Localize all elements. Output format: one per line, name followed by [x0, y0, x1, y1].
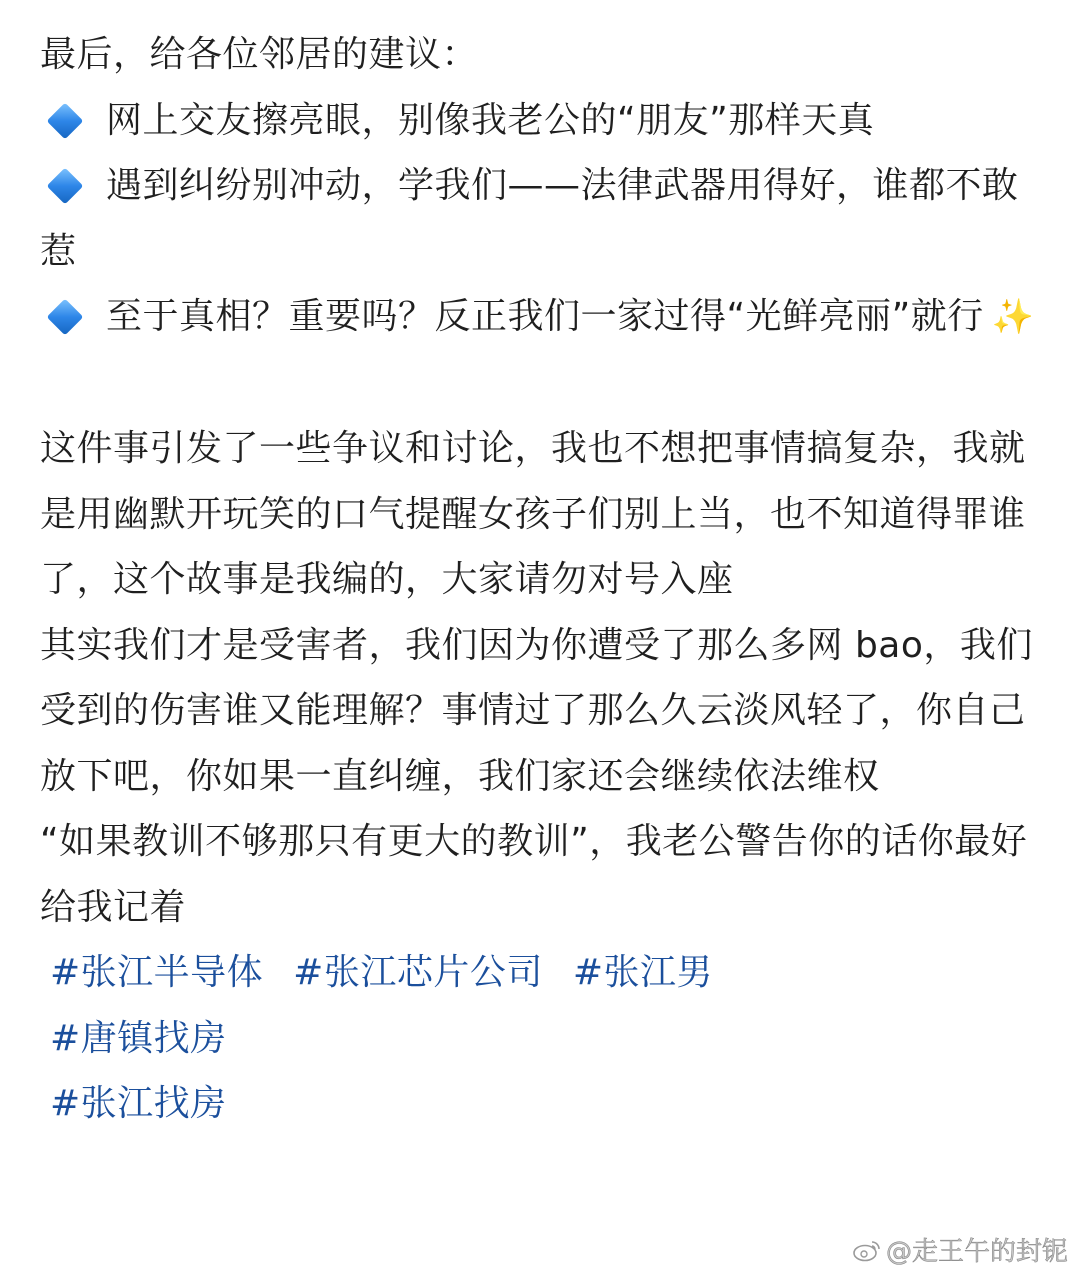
- paragraph: 这件事引发了一些争议和讨论，我也不想把事情搞复杂，我就是用幽默开玩笑的口气提醒女孩子们别上当，也不知道得罪谁了，这个故事是我编的，大家请勿对号入座: [40, 428, 1026, 600]
- paragraph-spacer: [40, 351, 1040, 417]
- paragraph: 其实我们才是受害者，我们因为你遭受了那么多网 bao，我们受到的伤害谁又能理解？事情过了那么久云淡风轻了，你自己放下吧，你如果一直纠缠，我们家还会继续依法维权: [40, 624, 1033, 797]
- hashtag-list: [40, 940, 1040, 1137]
- weibo-logo-icon: [852, 1238, 882, 1262]
- hashtag-row: [40, 1071, 1040, 1137]
- hashtag-link[interactable]: #张江男: [572, 952, 714, 993]
- watermark-text: @走王午的封铌: [885, 1237, 1068, 1267]
- hashtag-link[interactable]: #张江芯片公司: [293, 952, 543, 993]
- hashtag-link[interactable]: #张江半导体: [50, 952, 264, 993]
- bullet-text: 遇到纠纷别冲动，学我们——法律武器用得好，谁都不敢惹: [40, 165, 1019, 272]
- hashtag-row: [40, 940, 1040, 1006]
- bullet-item: [40, 88, 1040, 154]
- post-intro: 最后，给各位邻居的建议：: [40, 34, 479, 75]
- hashtag-link[interactable]: #张江找房: [50, 1083, 227, 1124]
- bullet-item: [40, 153, 1040, 284]
- blue-diamond-icon: [47, 168, 84, 205]
- hashtag-link[interactable]: #唐镇找房: [50, 1017, 227, 1059]
- bullet-item: [40, 284, 1040, 351]
- post-body: [40, 22, 1040, 1137]
- sparkles-icon: ✨: [991, 297, 1035, 337]
- bullet-text: 至于真相？重要吗？反正我们一家过得“光鲜亮丽”就行: [106, 296, 984, 337]
- hashtag-row: [40, 1006, 1040, 1072]
- bullet-text: 网上交友擦亮眼，别像我老公的“朋友”那样天真: [106, 99, 875, 141]
- blue-diamond-icon: [47, 299, 84, 336]
- paragraph: “如果教训不够那只有更大的教训”，我老公警告你的话你最好给我记着: [40, 821, 1028, 928]
- weibo-watermark: [852, 1231, 1068, 1268]
- blue-diamond-icon: [47, 102, 84, 139]
